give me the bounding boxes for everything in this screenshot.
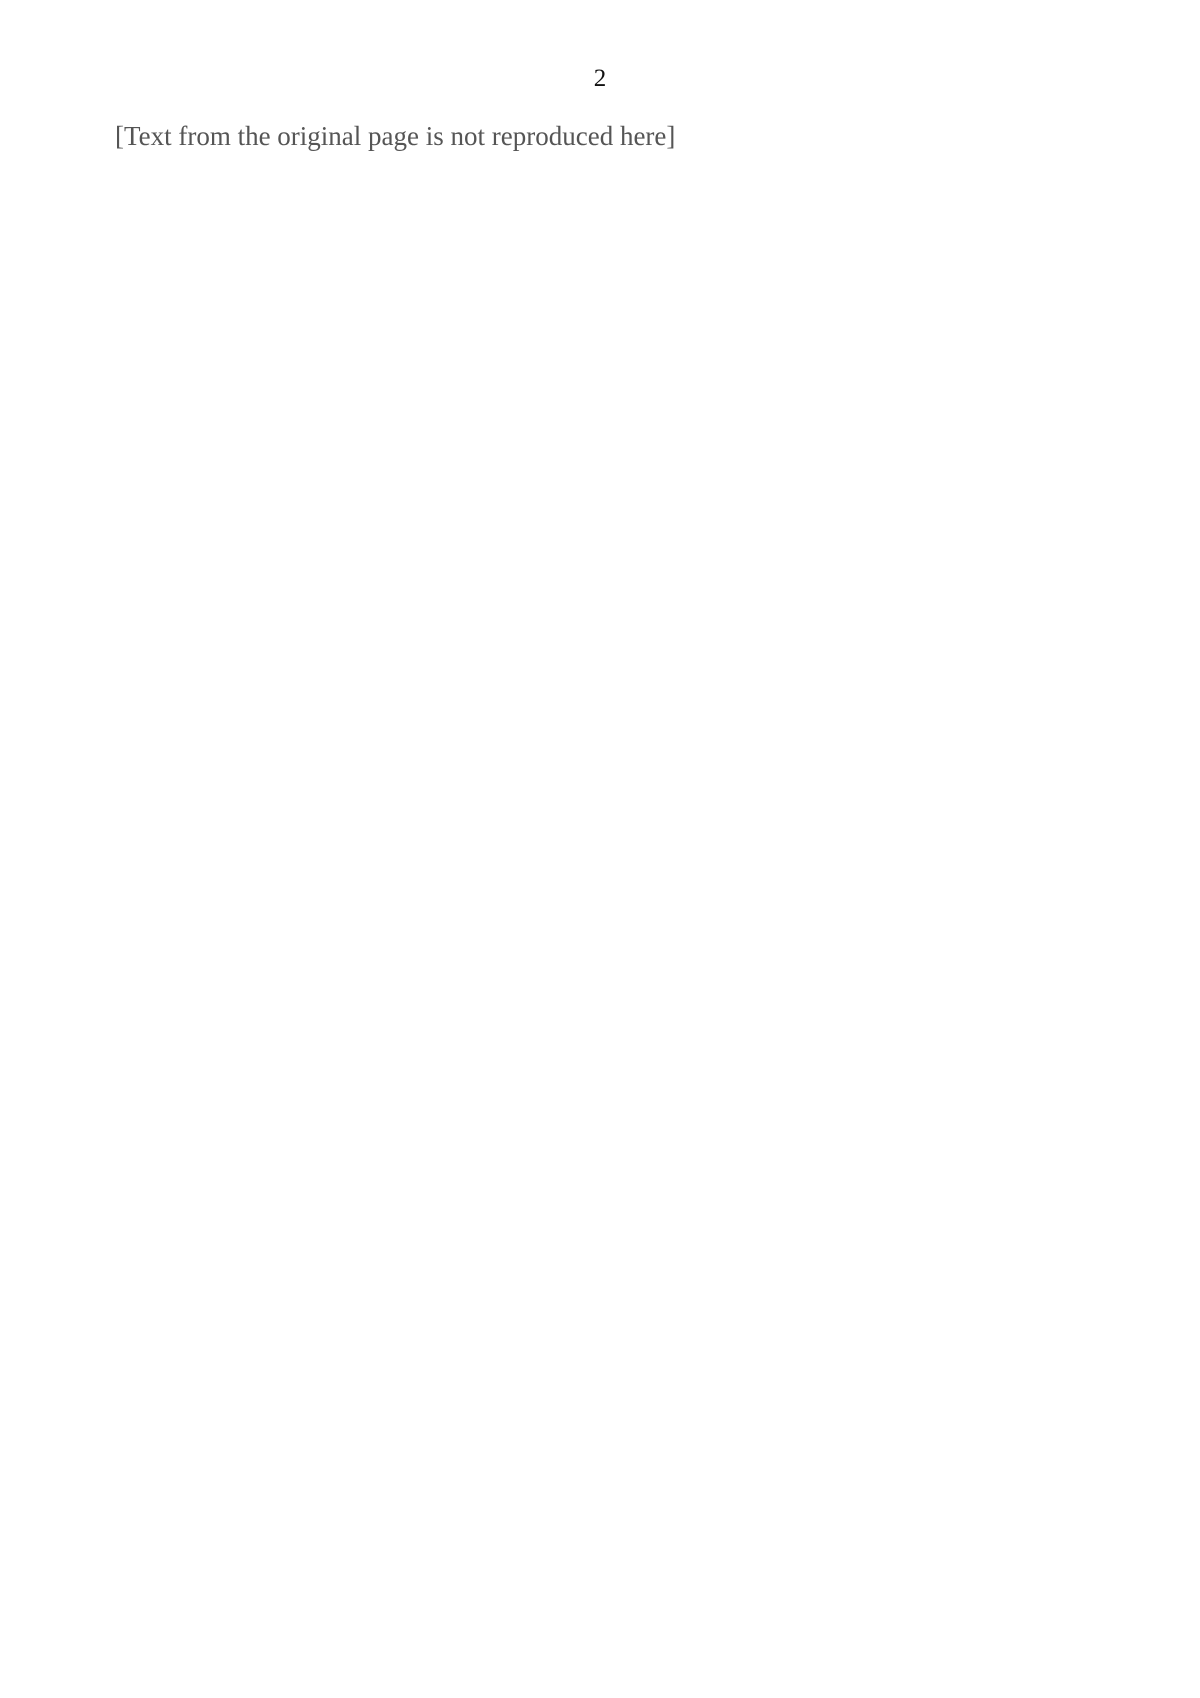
document-body xyxy=(115,118,1073,155)
paragraph: [Text from the original page is not reproduced here] xyxy=(115,121,676,151)
page-number: 2 xyxy=(593,65,607,92)
